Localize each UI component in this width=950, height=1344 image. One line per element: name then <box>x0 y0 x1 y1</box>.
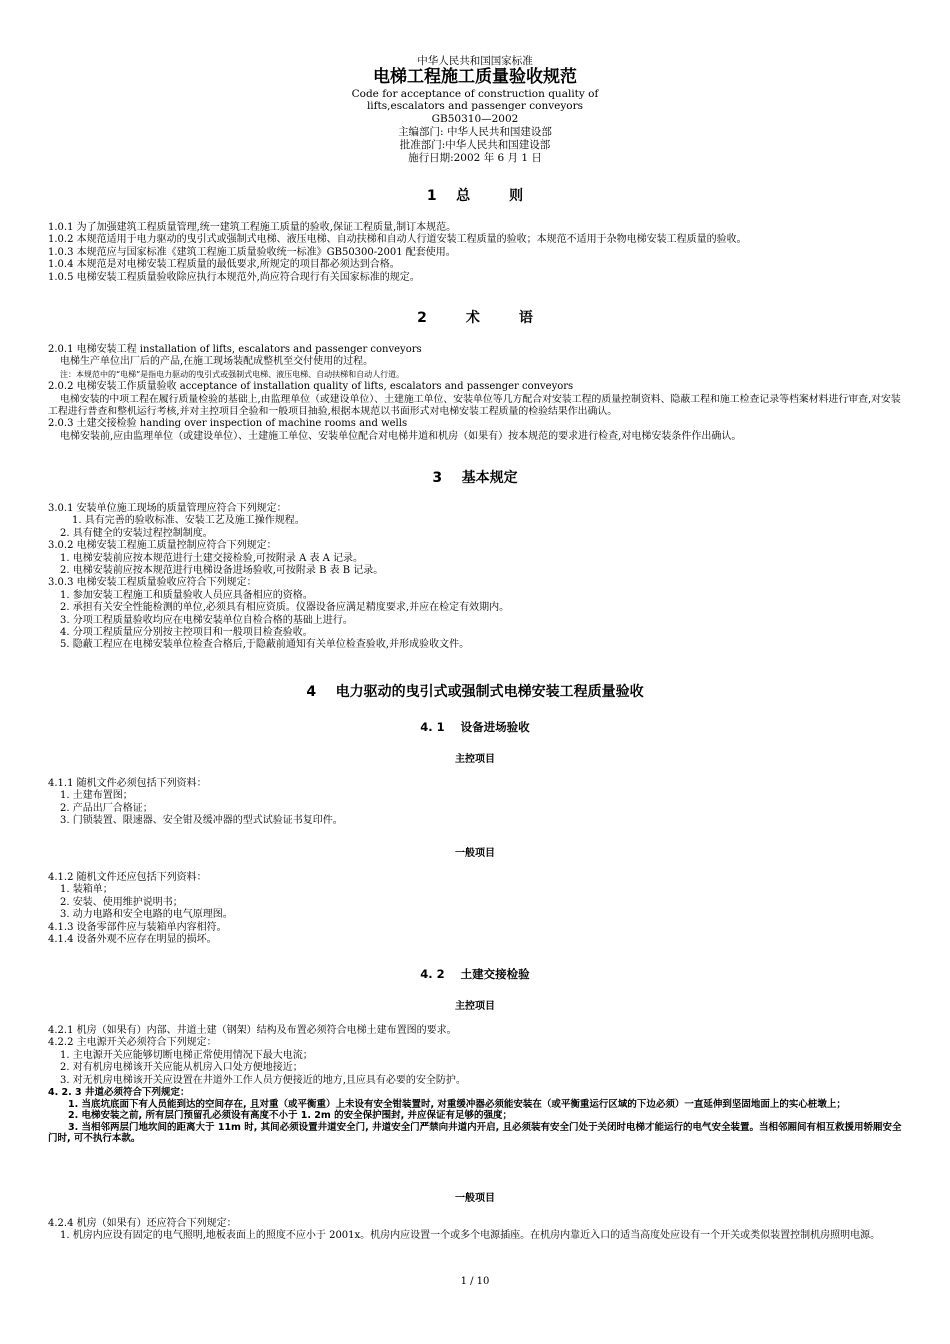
clause-1-0-5: 1.0.5 电梯安装工程质量验收除应执行本规范外,尚应符合现行有关国家标准的规定。 <box>48 271 420 283</box>
list-item: 1. 装箱单； <box>60 884 113 896</box>
list-item: 2. 承担有关安全性能检测的单位,必须具有相应资质。仪器设备应满足精度要求,并应在检定有效期内。 <box>60 602 510 614</box>
term-2-0-2-definition: 电梯安装的中项工程在履行质量检验的基础上,由监理单位（或建设单位）、土建施工单位、安装单位等几方配合对安装工程的质量控制资料、隐蔽工程和施工检查记录等档案材料进行审查,对安装工程进行普查和整机运行考核,并对主控项目全验和一般项目抽验,根据本规范以书面形式对电梯安装工程质量的检验结果作出确认。 <box>48 393 901 418</box>
clause-4-2-3: 4. 2. 3 井道必须符合下列规定： <box>48 1087 190 1099</box>
subsection-4-2-heading: 4. 2 土建交接检验 <box>420 967 530 981</box>
clause-1-0-2: 1.0.2 本规范适用于电力驱动的曳引式或强制式电梯、液压电梯、自动扶梯和自动人行道安装工程质量的验收；本规范不适用于杂物电梯安装工程质量的验收。 <box>48 234 747 246</box>
list-item: 2. 产品出厂合格证； <box>60 802 153 814</box>
document-title: 电梯工程施工质量验收规范 <box>373 67 577 87</box>
clause-3-0-3: 3.0.3 电梯安装工程质量验收应符合下列规定： <box>48 577 257 589</box>
clause-4-2-4-item-1: 1. 机房内应设有固定的电气照明,地板表面上的照度不应小于 2001x。机房内应设置一个或多个电源插座。在机房内靠近入口的适当高度处应设有一个开关或类似装置控制机房照明电源。 <box>60 1230 881 1242</box>
clause-4-1-4: 4.1.4 设备外观不应存在明显的损坏。 <box>48 934 217 946</box>
effective-date: 施行日期:2002 年 6 月 1 日 <box>408 152 542 164</box>
list-item: 3. 动力电路和安全电路的电气原理图。 <box>60 909 233 921</box>
english-title-line1: Code for acceptance of construction quality of <box>351 88 599 100</box>
section-2-body <box>48 344 908 443</box>
section-4-heading: 4 电力驱动的曳引式或强制式电梯安装工程质量验收 <box>306 684 644 700</box>
term-2-0-3-definition: 电梯安装前,应由监理单位（或建设单位）、土建施工单位、安装单位配合对电梯井道和机房（如果有）按本规范的要求进行检查,对电梯安装条件作出确认。 <box>60 430 742 442</box>
clause-4-1-1-block <box>48 778 908 828</box>
list-item: 1. 具有完善的验收标准、安装工艺及施工操作规程。 <box>72 515 305 527</box>
clause-4-2-2: 4.2.2 主电源开关必须符合下列规定： <box>48 1037 217 1049</box>
clause-3-0-2: 3.0.2 电梯安装工程施工质量控制应符合下列规定： <box>48 540 277 552</box>
section-1-body <box>48 222 908 284</box>
clause-4-1-3: 4.1.3 设备零部件应与装箱单内容相符。 <box>48 921 227 933</box>
section-3-heading: 3 基本规定 <box>432 470 518 486</box>
term-2-0-3: 2.0.3 土建交接检验 handing over inspection of machine rooms and wells <box>48 418 408 430</box>
clause-4-2-3-item-2: 2. 电梯安装之前, 所有层门预留孔必须设有高度不小于 1. 2m 的安全保护围封, 并应保证有足够的强度； <box>68 1110 513 1122</box>
list-item: 3. 对无机房电梯该开关应设置在井道外工作人员方便接近的地方,且应具有必要的安全防护。 <box>60 1074 466 1086</box>
section-2-heading: 2 术 语 <box>417 310 533 326</box>
editing-department: 主编部门: 中华人民共和国建设部 <box>398 126 552 138</box>
clause-4-2-3-item-3: 3. 当相邻两层门地坎间的距离大于 11m 时, 其间必须设置井道安全门, 井道安全门严禁向井道内开启, 且必须装有安全门处于关闭时电梯才能运行的电气安全装置。当相邻厢间有相互救援用轿厢安全门时, 可不执行本款。 <box>48 1121 902 1145</box>
term-2-0-1: 2.0.1 电梯安装工程 installation of lifts, escalators and passenger conveyors <box>48 344 422 355</box>
section-1-heading: 1 总 则 <box>426 188 524 204</box>
clause-4-2-block <box>48 1025 908 1145</box>
list-item: 3. 分项工程质量验收均应在电梯安装单位自检合格的基础上进行。 <box>60 614 353 626</box>
clause-1-0-1: 1.0.1 为了加强建筑工程质量管理,统一建筑工程施工质量的验收,保证工程质量,制订本规范。 <box>48 222 457 233</box>
list-item: 2. 具有健全的安装过程控制制度。 <box>60 527 213 539</box>
clause-4-1-2-block <box>48 872 908 946</box>
main-control-items-label: 主控项目 <box>455 754 495 765</box>
clause-4-2-1: 4.2.1 机房（如果有）内部、井道土建（钢架）结构及布置必须符合电梯土建布置图的要求。 <box>48 1025 457 1036</box>
main-control-items-label: 主控项目 <box>455 1001 495 1012</box>
clause-3-0-1: 3.0.1 安装单位施工现场的质量管理应符合下列规定： <box>48 503 287 514</box>
standard-label: 中华人民共和国国家标准 <box>417 55 533 67</box>
clause-4-2-4: 4.2.4 机房（如果有）还应符合下列规定： <box>48 1218 237 1229</box>
clause-4-1-2: 4.1.2 随机文件还应包括下列资料： <box>48 872 207 883</box>
clause-4-1-1: 4.1.1 随机文件必须包括下列资料： <box>48 778 207 789</box>
general-items-label: 一般项目 <box>455 848 495 859</box>
page-number: 1 / 10 <box>460 1276 490 1287</box>
subsection-4-1-heading: 4. 1 设备进场验收 <box>420 720 530 734</box>
list-item: 1. 土建布置图； <box>60 790 133 802</box>
list-item: 1. 参加安装工程施工和质量验收人员应具备相应的资格。 <box>60 589 313 601</box>
term-2-0-2: 2.0.2 电梯安装工作质量验收 acceptance of installation quality of lifts, escalators and passenger conveyors <box>48 381 574 393</box>
clause-4-2-3-item-1: 1. 当底坑底面下有人员能到达的空间存在, 且对重（或平衡重）上未设有安全钳装置时, 对重缓冲器必须能安装在（或平衡重运行区域的下边必须）一直延伸到坚固地面上的实心桩墩上； <box>68 1098 846 1110</box>
clause-1-0-4: 1.0.4 本规范是对电梯安装工程质量的最低要求,所规定的项目都必须达到合格。 <box>48 259 400 271</box>
list-item: 2. 安装、使用维护说明书； <box>60 896 183 908</box>
list-item: 2. 电梯安装前应按本规范进行电梯设备进场验收,可按附录 B 表 B 记录。 <box>60 565 384 577</box>
list-item: 5. 隐蔽工程应在电梯安装单位检查合格后,于隐蔽前通知有关单位检查验收,并形成验收文件。 <box>60 639 470 651</box>
general-items-label: 一般项目 <box>455 1193 495 1204</box>
list-item: 1. 电梯安装前应按本规范进行土建交接检验,可按附录 A 表 A 记录。 <box>60 552 364 564</box>
standard-code: GB50310—2002 <box>431 113 519 125</box>
term-2-0-1-note: 注：本规范中的“电梯”是指电力驱动的曳引式或强制式电梯、液压电梯、自动扶梯和自动人行道。 <box>60 369 405 379</box>
list-item: 1. 主电源开关应能够切断电梯正常使用情况下最大电流； <box>60 1049 313 1061</box>
list-item: 3. 门锁装置、限速器、安全钳及缓冲器的型式试验证书复印件。 <box>60 815 343 827</box>
clause-4-2-4-block <box>48 1218 908 1243</box>
term-2-0-1-definition: 电梯生产单位出厂后的产品,在施工现场装配成整机至交付使用的过程。 <box>60 356 374 368</box>
list-item: 4. 分项工程质量应分别按主控项目和一般项目检查验收。 <box>60 627 313 639</box>
list-item: 2. 对有机房电梯该开关应能从机房入口处方便地接近； <box>60 1062 303 1074</box>
clause-1-0-3: 1.0.3 本规范应与国家标准《建筑工程施工质量验收统一标准》GB50300-2001 配套使用。 <box>48 246 456 258</box>
section-3-body <box>48 503 908 652</box>
english-title-line2: lifts,escalators and passenger conveyors <box>366 100 584 112</box>
approving-department: 批准部门:中华人民共和国建设部 <box>399 139 551 151</box>
